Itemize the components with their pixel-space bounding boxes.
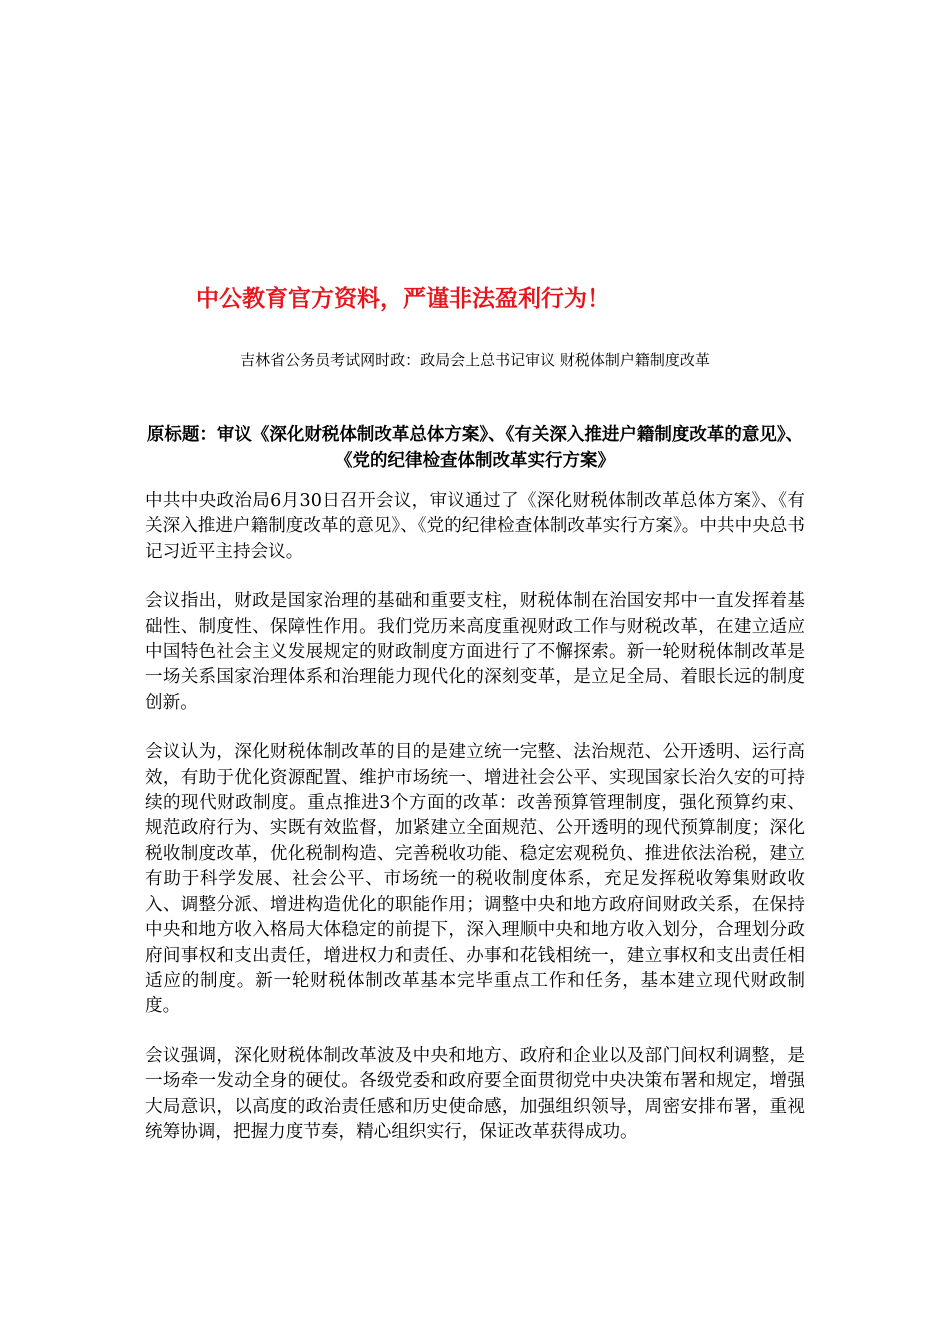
- paragraph-2: 会议指出，财政是国家治理的基础和重要支柱，财税体制在治国安邦中一直发挥着基础性、制度性、保障性作用。我们党历来高度重视财政工作与财税改革，在建立适应中国特色社会主义发展规定的财政制度方面进行了不懈探索。新一轮财税体制改革是一场关系国家治理体系和治理能力现代化的深刻变革，是立足全局、着眼长远的制度创新。: [145, 591, 805, 713]
- page-subtitle: 吉林省公务员考试网时政：政局会上总书记审议 财税体制户籍制度改革: [240, 351, 710, 369]
- paragraph-1: 中共中央政治局6月30日召开会议，审议通过了《深化财税体制改革总体方案》、《有关深入推进户籍制度改革的意见》、《党的纪律检查体制改革实行方案》。中共中央总书记习近平主持会议。: [145, 491, 805, 562]
- watermark-banner: 中公教育官方资料，严谨非法盈利行为！: [196, 286, 610, 312]
- paragraph-4: 会议强调，深化财税体制改革波及中央和地方、政府和企业以及部门间权利调整，是一场牵一发动全身的硬仗。各级党委和政府要全面贯彻党中央决策布署和规定，增强大局意识，以高度的政治责任感和历史使命感，加强组织领导，周密安排布署，重视统筹协调，把握力度节奏，精心组织实行，保证改革获得成功。: [145, 1045, 805, 1142]
- paragraph-3: 会议认为，深化财税体制改革的目的是建立统一完整、法治规范、公开透明、运行高效，有助于优化资源配置、维护市场统一、增进社会公平、实现国家长治久安的可持续的现代财政制度。重点推进3个方面的改革：改善预算管理制度，强化预算约束、规范政府行为、实既有效监督，加紧建立全面规范、公开透明的现代预算制度；深化税收制度改革，优化税制构造、完善税收功能、稳定宏观税负、推进依法治税，建立有助于科学发展、社会公平、市场统一的税收制度体系，充足发挥税收筹集财政收入、调整分派、增进构造优化的职能作用；调整中央和地方政府间财政关系，在保持中央和地方收入格局大体稳定的前提下，深入理顺中央和地方收入划分，合理划分政府间事权和支出责任，增进权力和责任、办事和花钱相统一，建立事权和支出责任相适应的制度。新一轮财税体制改革基本完毕重点工作和任务，基本建立现代财政制度。: [145, 742, 805, 1017]
- article-body: [145, 489, 805, 1169]
- article-headline: 原标题：审议《深化财税体制改革总体方案》、《有关深入推进户籍制度改革的意见》、《党的纪律检查体制改革实行方案》: [146, 425, 804, 471]
